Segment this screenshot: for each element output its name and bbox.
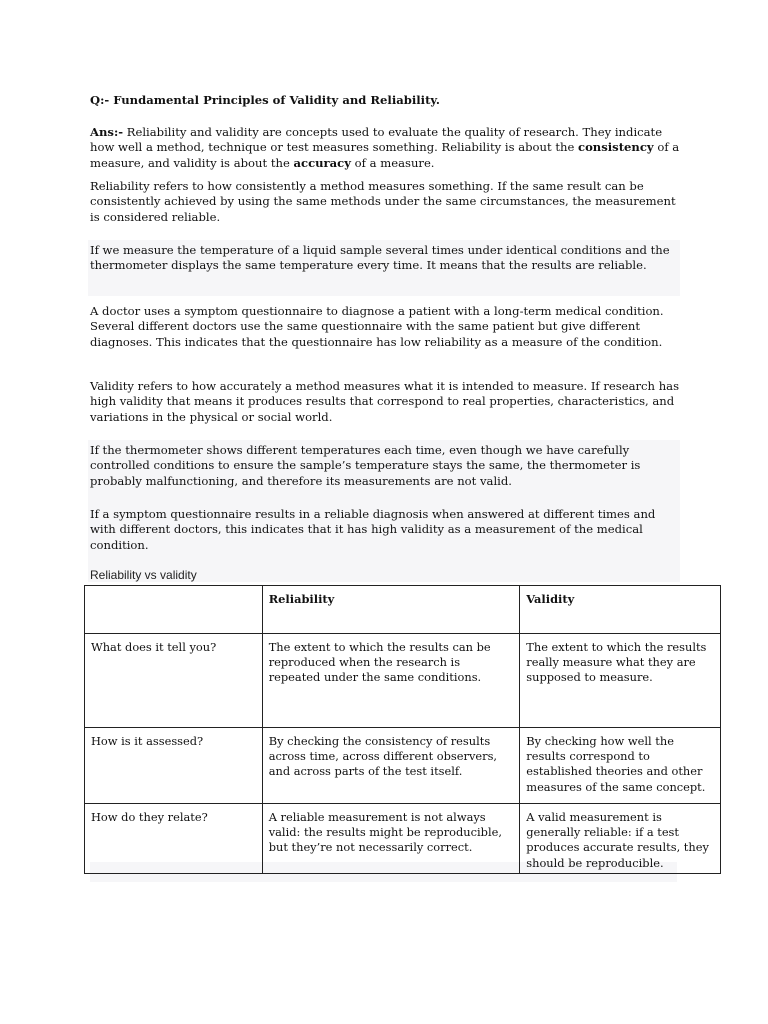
row-label: How do they relate? [85,804,263,874]
comparison-table [84,585,721,874]
accuracy-term: accuracy [293,155,351,170]
reliability-cell: A reliable measurement is not always valid: the results might be reproducible, but they’re not necessarily correct. [262,804,520,874]
table-row [85,728,721,804]
validity-example-questionnaire: If a symptom questionnaire results in a reliable diagnosis when answered at different times and with different doctors, this indicates that it has high validity as a measurement of the medical condition. [90,507,656,552]
validity-definition: Validity refers to how accurately a method measures what it is intended to measure. If research has high validity that means it produces results that correspond to real properties, characteristics, and variations in the physical or social world. [90,379,680,424]
reliability-cell: By checking the consistency of results across time, across different observers, and across parts of the test itself. [262,728,520,804]
validity-cell: A valid measurement is generally reliable: if a test produces accurate results, they should be reproducible. [520,804,721,874]
validity-cell: The extent to which the results really measure what they are supposed to measure. [520,634,721,728]
header-cell-validity: Validity [520,586,721,634]
consistency-term: consistency [578,140,654,155]
row-label: How is it assessed? [85,728,263,804]
table-row [85,634,721,728]
reliability-definition: Reliability refers to how consistently a method measures something. If the same result can be consistently achieved by using the same methods under the same circumstances, the measurement is considered reliable. [90,179,676,224]
answer-paragraph: Ans:- Reliability and validity are concepts used to evaluate the quality of research. They indicate how well a method, technique or test measures something. Reliability is about the consistency of a measure, and validity is about the accuracy of a measure. [90,125,680,170]
header-cell-empty [85,586,263,634]
reliability-cell: The extent to which the results can be reproduced when the research is repeated under the same conditions. [262,634,520,728]
reliability-example-questionnaire: A doctor uses a symptom questionnaire to diagnose a patient with a long-term medical condition. Several different doctors use the same questionnaire with the same patient but give different diagnoses. This indicates that the questionnaire has low reliability as a measure of the condition. [90,304,664,349]
reliability-example-thermometer: If we measure the temperature of a liquid sample several times under identical conditions and the thermometer displays the same temperature every time. It means that the results are reliable. [90,243,670,273]
validity-cell: By checking how well the results correspond to established theories and other measures of the same concept. [520,728,721,804]
table-caption: Reliability vs validity [90,568,197,582]
answer-label: Ans:- [90,125,124,139]
question-title: Q:- Fundamental Principles of Validity and Reliability. [90,93,440,107]
row-label: What does it tell you? [85,634,263,728]
validity-example-thermometer: If the thermometer shows different temperatures each time, even though we have carefully controlled conditions to ensure the sample’s temperature stays the same, the thermometer is probably malfunctioning, and therefore its measurements are not valid. [90,443,641,488]
header-cell-reliability: Reliability [262,586,520,634]
table-header-row [85,586,721,634]
table-row [85,804,721,874]
